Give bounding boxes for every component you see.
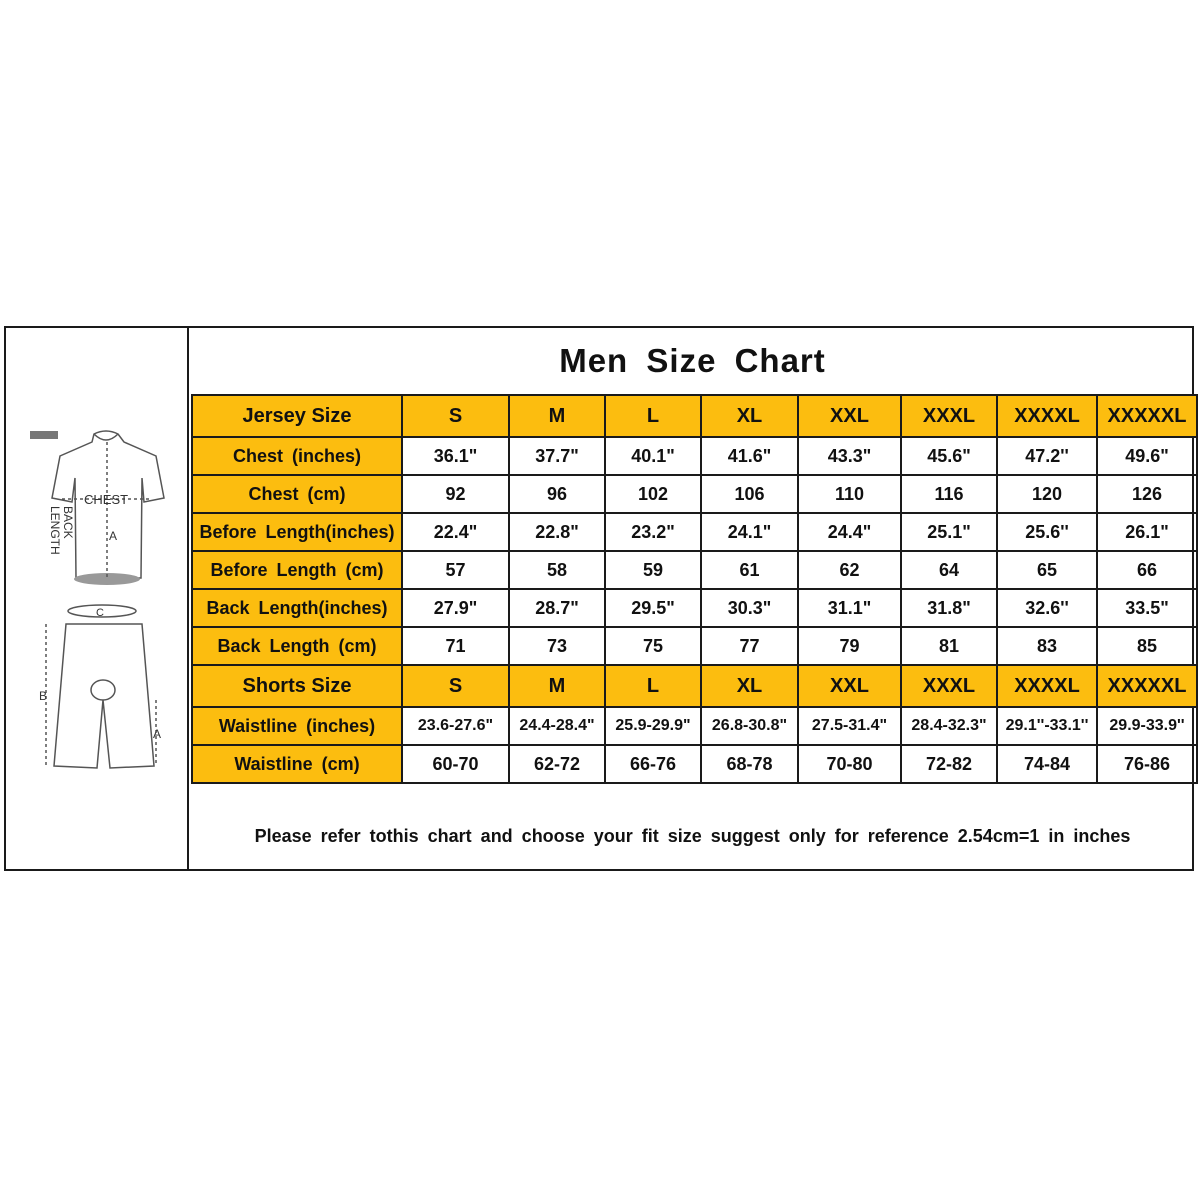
table-cell: 26.8-30.8": [701, 707, 798, 745]
size-header-cell: XXL: [798, 665, 901, 707]
jersey-size-label: Jersey Size: [192, 395, 402, 437]
table-cell: 40.1": [605, 437, 701, 475]
table-cell: 45.6": [901, 437, 997, 475]
table-cell: 74-84: [997, 745, 1097, 783]
table-cell: 49.6": [1097, 437, 1197, 475]
shorts-size-label: Shorts Size: [192, 665, 402, 707]
size-header-cell: XXL: [798, 395, 901, 437]
table-cell: 85: [1097, 627, 1197, 665]
table-cell: 25.1": [901, 513, 997, 551]
table-cell: 26.1": [1097, 513, 1197, 551]
table-row: [192, 475, 1197, 513]
table-cell: 29.5": [605, 589, 701, 627]
table-cell: 65: [997, 551, 1097, 589]
table-cell: 77: [701, 627, 798, 665]
size-chart-frame: [4, 326, 1194, 871]
table-cell: 57: [402, 551, 509, 589]
row-label: Chest (cm): [192, 475, 402, 513]
table-cell: 62: [798, 551, 901, 589]
row-label: Back Length (cm): [192, 627, 402, 665]
table-cell: 31.1": [798, 589, 901, 627]
size-header-cell: XL: [701, 665, 798, 707]
table-cell: 29.9-33.9'': [1097, 707, 1197, 745]
table-cell: 70-80: [798, 745, 901, 783]
table-cell: 24.4-28.4": [509, 707, 605, 745]
table-cell: 32.6'': [997, 589, 1097, 627]
table-cell: 23.2": [605, 513, 701, 551]
shorts-b-label: B: [39, 689, 48, 703]
table-row: [192, 437, 1197, 475]
garment-diagram: [6, 328, 189, 873]
table-cell: 36.1": [402, 437, 509, 475]
table-cell: 31.8": [901, 589, 997, 627]
table-cell: 27.5-31.4": [798, 707, 901, 745]
table-cell: 71: [402, 627, 509, 665]
size-header-cell: XXXXL: [997, 395, 1097, 437]
size-header-cell: XXXXXL: [1097, 395, 1197, 437]
reference-note: Please refer tothis chart and choose your fit size suggest only for reference 2.54cm=1 in inches: [254, 826, 1131, 846]
row-label: Before Length(inches): [192, 513, 402, 551]
chest-label: CHEST: [84, 492, 129, 507]
size-header-cell: L: [605, 395, 701, 437]
table-cell: 120: [997, 475, 1097, 513]
table-row: [192, 589, 1197, 627]
table-cell: 75: [605, 627, 701, 665]
table-cell: 116: [901, 475, 997, 513]
chart-title: Men Size Chart: [559, 342, 826, 379]
table-cell: 66-76: [605, 745, 701, 783]
table-row: [192, 551, 1197, 589]
size-table: [191, 394, 1198, 784]
table-row: [192, 513, 1197, 551]
back-label: BACK: [61, 506, 75, 539]
jersey-size-header-row: [192, 395, 1197, 437]
garment-illustration: [6, 328, 189, 869]
table-cell: 79: [798, 627, 901, 665]
table-cell: 33.5": [1097, 589, 1197, 627]
table-cell: 62-72: [509, 745, 605, 783]
size-header-cell: S: [402, 395, 509, 437]
size-header-cell: XXXL: [901, 395, 997, 437]
table-cell: 28.7": [509, 589, 605, 627]
table-cell: 24.4": [798, 513, 901, 551]
table-cell: 24.1": [701, 513, 798, 551]
table-cell: 41.6": [701, 437, 798, 475]
size-header-cell: XL: [701, 395, 798, 437]
size-header-cell: XXXXL: [997, 665, 1097, 707]
table-cell: 73: [509, 627, 605, 665]
table-cell: 68-78: [701, 745, 798, 783]
shorts-a-label: A: [153, 727, 162, 741]
table-cell: 58: [509, 551, 605, 589]
size-header-cell: L: [605, 665, 701, 707]
table-cell: 72-82: [901, 745, 997, 783]
row-label: Before Length (cm): [192, 551, 402, 589]
table-cell: 25.9-29.9": [605, 707, 701, 745]
table-cell: 27.9": [402, 589, 509, 627]
table-cell: 61: [701, 551, 798, 589]
table-cell: 30.3": [701, 589, 798, 627]
size-header-cell: S: [402, 665, 509, 707]
size-header-cell: M: [509, 665, 605, 707]
size-header-cell: XXXXXL: [1097, 665, 1197, 707]
table-row: [192, 707, 1197, 745]
table-cell: 106: [701, 475, 798, 513]
table-cell: 22.4": [402, 513, 509, 551]
table-cell: 66: [1097, 551, 1197, 589]
row-label: Back Length(inches): [192, 589, 402, 627]
table-cell: 60-70: [402, 745, 509, 783]
table-row: [192, 627, 1197, 665]
row-label: Waistline (inches): [192, 707, 402, 745]
table-cell: 43.3": [798, 437, 901, 475]
table-cell: 37.7": [509, 437, 605, 475]
table-cell: 126: [1097, 475, 1197, 513]
table-cell: 110: [798, 475, 901, 513]
table-cell: 102: [605, 475, 701, 513]
length-label: LENGTH: [48, 506, 62, 555]
table-cell: 92: [402, 475, 509, 513]
table-cell: 96: [509, 475, 605, 513]
table-cell: 59: [605, 551, 701, 589]
row-label: Waistline (cm): [192, 745, 402, 783]
row-label: Chest (inches): [192, 437, 402, 475]
jersey-a-label: A: [109, 529, 118, 543]
table-cell: 23.6-27.6": [402, 707, 509, 745]
table-cell: 47.2'': [997, 437, 1097, 475]
table-cell: 76-86: [1097, 745, 1197, 783]
table-row: [192, 745, 1197, 783]
table-cell: 22.8": [509, 513, 605, 551]
table-cell: 29.1''-33.1'': [997, 707, 1097, 745]
size-header-cell: XXXL: [901, 665, 997, 707]
shorts-drawing: [46, 605, 156, 768]
shorts-c-label: C: [96, 607, 104, 619]
table-cell: 64: [901, 551, 997, 589]
table-cell: 83: [997, 627, 1097, 665]
table-cell: 28.4-32.3": [901, 707, 997, 745]
size-header-cell: M: [509, 395, 605, 437]
table-cell: 25.6'': [997, 513, 1097, 551]
shorts-size-header-row: [192, 665, 1197, 707]
table-cell: 81: [901, 627, 997, 665]
